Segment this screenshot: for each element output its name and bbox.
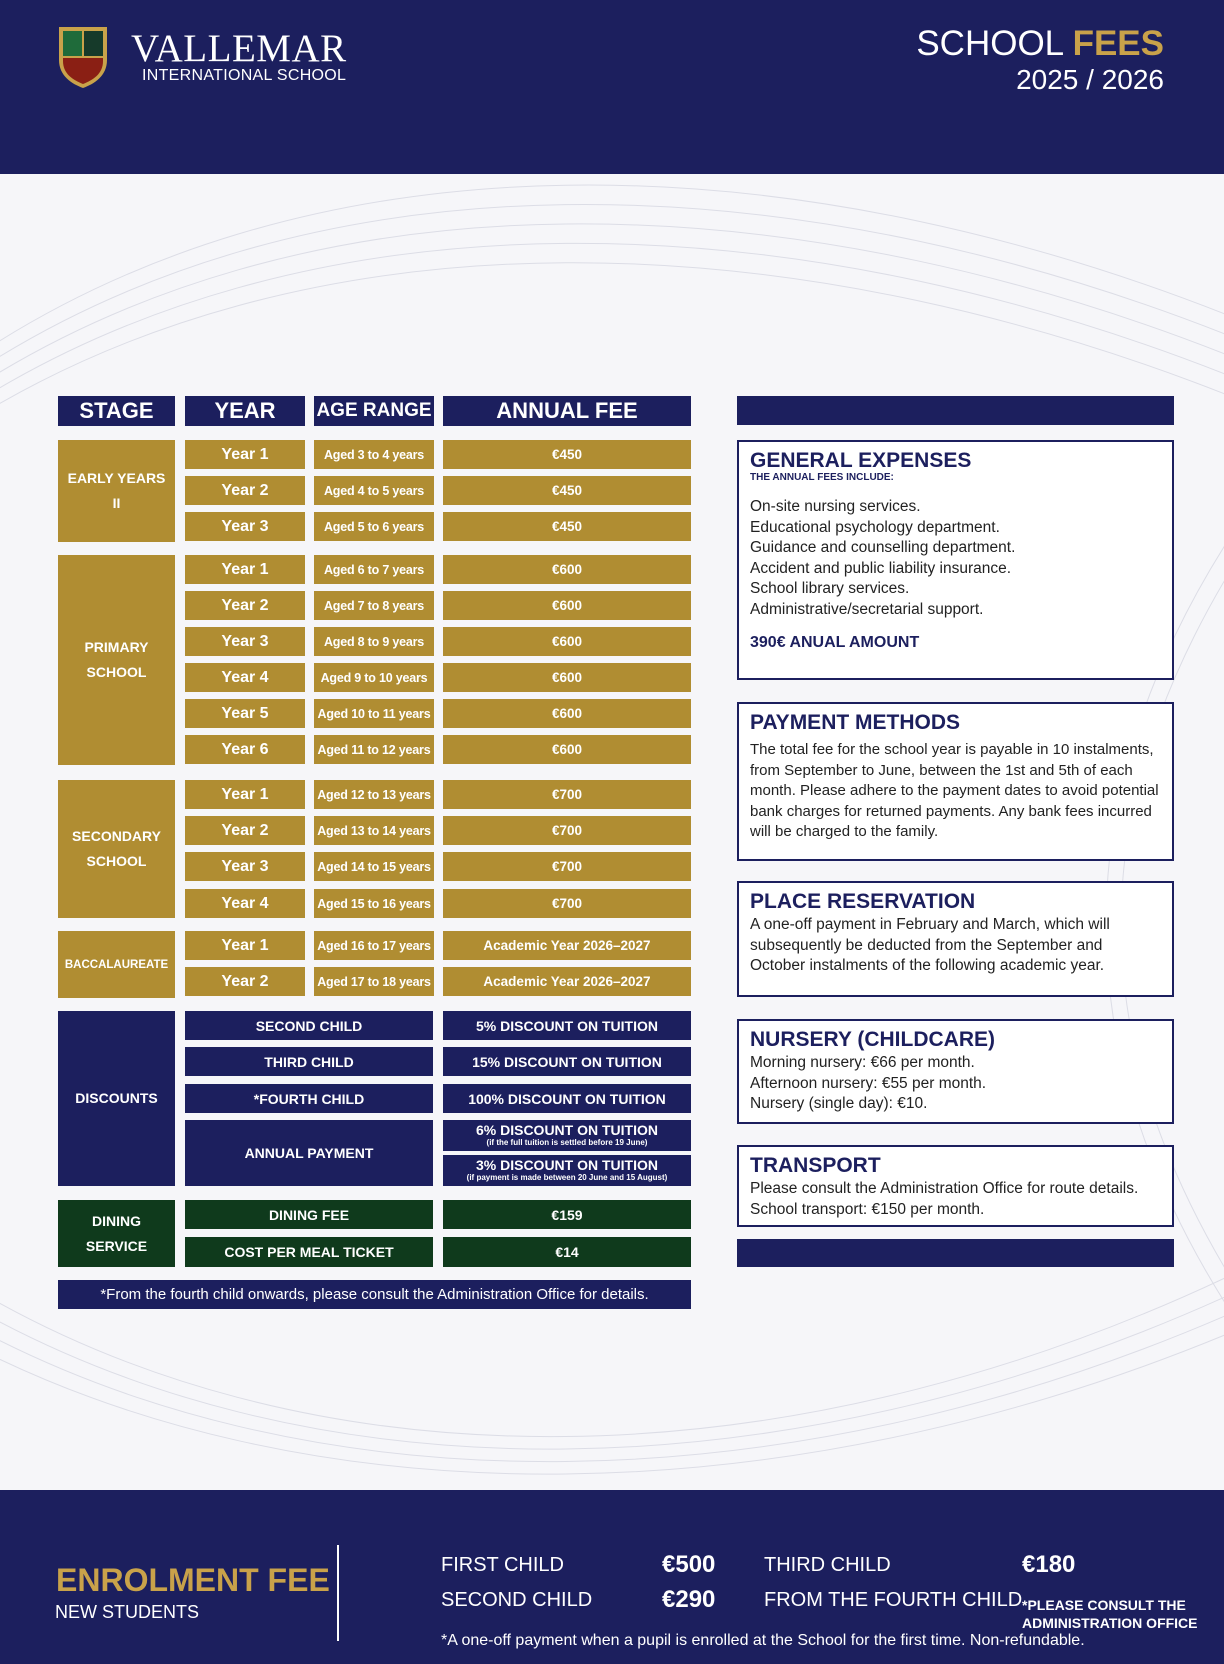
first-child-label: FIRST CHILD: [441, 1554, 564, 1576]
nursery-title: NURSERY (CHILDCARE): [750, 1028, 996, 1051]
row-annual-fee: €600: [443, 735, 691, 764]
dining-fee-label: DINING FEE: [185, 1200, 433, 1229]
row-age-range: Aged 6 to 7 years: [314, 555, 434, 584]
general-item: Educational psychology department.: [750, 518, 1000, 536]
row-year: Year 2: [185, 816, 305, 845]
table-footnote: *From the fourth child onwards, please consult the Administration Office for details.: [58, 1280, 691, 1309]
general-expenses-subtitle: THE ANNUAL FEES INCLUDE:: [750, 472, 894, 483]
row-annual-fee: €700: [443, 816, 691, 845]
title-year: 2025 / 2026: [1016, 64, 1164, 95]
transport-line: Please consult the Administration Office for route details.: [750, 1180, 1139, 1197]
fourth-child-label: *FOURTH CHILD: [185, 1084, 433, 1113]
second-child-discount: 5% DISCOUNT ON TUITION: [443, 1011, 691, 1040]
school-name: VALLEMAR: [131, 27, 347, 70]
general-item: Guidance and counselling department.: [750, 539, 1016, 556]
meal-ticket-label: COST PER MEAL TICKET: [185, 1237, 433, 1267]
enrolment-footnote: *A one-off payment when a pupil is enrolled at the School for the first time. Non-refundable.: [441, 1632, 1085, 1649]
annual-a-value: 6% DISCOUNT ON TUITION: [475, 1122, 658, 1138]
row-annual-fee: €600: [443, 555, 691, 584]
row-annual-fee: €700: [443, 852, 691, 881]
row-year: Year 1: [185, 555, 305, 584]
stage-early-years: EARLY YEARS II: [58, 440, 175, 542]
school-crest-icon: [56, 24, 110, 90]
row-year: Year 1: [185, 440, 305, 469]
title-main: SCHOOL: [916, 24, 1073, 63]
sidebar-top-bar: [737, 396, 1174, 425]
header-year: YEAR: [185, 396, 305, 426]
stage-primary: PRIMARY SCHOOL: [58, 555, 175, 765]
row-age-range: Aged 12 to 13 years: [314, 780, 434, 809]
annual-payment-discount-b: [443, 1155, 691, 1186]
row-age-range: Aged 11 to 12 years: [314, 735, 434, 764]
nursery-line: Nursery (single day): €10.: [750, 1095, 928, 1112]
stage-baccalaureate: BACCALAUREATE: [58, 931, 175, 998]
discounts-label: DISCOUNTS: [58, 1011, 175, 1186]
meal-ticket-value: €14: [443, 1237, 691, 1267]
row-year: Year 1: [185, 780, 305, 809]
footer-divider: [337, 1545, 339, 1641]
page-title: [916, 24, 1164, 96]
page-header: [0, 0, 1224, 174]
second-child-label: SECOND CHILD: [441, 1589, 593, 1611]
row-annual-fee: €450: [443, 440, 691, 469]
transport-title: TRANSPORT: [750, 1154, 881, 1177]
row-year: Year 4: [185, 663, 305, 692]
general-item: Accident and public liability insurance.: [750, 559, 1012, 577]
row-year: Year 2: [185, 476, 305, 505]
row-year: Year 2: [185, 967, 305, 996]
second-child-label: SECOND CHILD: [185, 1011, 433, 1040]
payment-methods-box: [737, 702, 1174, 861]
row-age-range: Aged 7 to 8 years: [314, 591, 434, 620]
general-expenses-amount: 390€ ANUAL AMOUNT: [750, 634, 920, 651]
row-annual-fee: Academic Year 2026–2027: [443, 967, 691, 996]
general-expenses-title: GENERAL EXPENSES: [750, 449, 972, 472]
transport-box: [737, 1145, 1174, 1227]
fourth-child-label: FROM THE FOURTH CHILD: [764, 1589, 1023, 1611]
nursery-line: Afternoon nursery: €55 per month.: [750, 1074, 987, 1092]
row-age-range: Aged 4 to 5 years: [314, 476, 434, 505]
general-item: On-site nursing services.: [750, 498, 921, 515]
enrolment-fee-subtitle: NEW STUDENTS: [55, 1602, 199, 1622]
row-age-range: Aged 5 to 6 years: [314, 512, 434, 541]
row-annual-fee: Academic Year 2026–2027: [443, 931, 691, 960]
general-item: Administrative/secretarial support.: [750, 600, 984, 618]
row-year: Year 5: [185, 699, 305, 728]
payment-methods-title: PAYMENT METHODS: [750, 711, 961, 734]
general-expenses-box: [737, 440, 1174, 680]
payment-methods-text: The total fee for the school year is payable in 10 instalments, from September to June, between the 1st and 5th of each month. Please adhere to the payment dates to avoid potential bank charges for returned payments. Any bank fees incurred will be charged to the family.: [750, 741, 1159, 840]
row-age-range: Aged 15 to 16 years: [314, 889, 434, 918]
row-annual-fee: €700: [443, 889, 691, 918]
row-year: Year 3: [185, 512, 305, 541]
annual-payment-discount-a: [443, 1120, 691, 1151]
row-year: Year 3: [185, 852, 305, 881]
annual-b-value: 3% DISCOUNT ON TUITION: [475, 1157, 658, 1173]
row-year: Year 6: [185, 735, 305, 764]
school-subtitle: INTERNATIONAL SCHOOL: [142, 67, 347, 84]
row-annual-fee: €600: [443, 591, 691, 620]
row-annual-fee: €600: [443, 627, 691, 656]
row-age-range: Aged 10 to 11 years: [314, 699, 434, 728]
transport-line: School transport: €150 per month.: [750, 1200, 985, 1218]
header-stage: STAGE: [58, 396, 175, 426]
row-annual-fee: €450: [443, 476, 691, 505]
row-age-range: Aged 17 to 18 years: [314, 967, 434, 996]
third-child-fee: €180: [1022, 1551, 1076, 1578]
row-age-range: Aged 3 to 4 years: [314, 440, 434, 469]
annual-a-note: (if the full tuition is settled before 19 June): [486, 1138, 648, 1147]
place-reservation-title: PLACE RESERVATION: [750, 890, 976, 913]
annual-b-note: (if payment is made between 20 June and 15 August): [466, 1173, 668, 1182]
row-age-range: Aged 13 to 14 years: [314, 816, 434, 845]
row-year: Year 1: [185, 931, 305, 960]
row-year: Year 3: [185, 627, 305, 656]
row-annual-fee: €600: [443, 663, 691, 692]
stage-secondary: SECONDARY SCHOOL: [58, 780, 175, 918]
fourth-child-note: *PLEASE CONSULT THE ADMINISTRATION OFFICE: [1022, 1597, 1198, 1631]
row-age-range: Aged 14 to 15 years: [314, 852, 434, 881]
fourth-child-discount: 100% DISCOUNT ON TUITION: [443, 1084, 691, 1113]
dining-fee-value: €159: [443, 1200, 691, 1229]
row-age-range: Aged 9 to 10 years: [314, 663, 434, 692]
first-child-fee: €500: [662, 1551, 716, 1578]
place-reservation-box: [737, 881, 1174, 997]
third-child-discount: 15% DISCOUNT ON TUITION: [443, 1047, 691, 1076]
third-child-label: THIRD CHILD: [764, 1554, 891, 1576]
row-age-range: Aged 16 to 17 years: [314, 931, 434, 960]
title-accent: FEES: [1072, 24, 1164, 63]
header-annual-fee: ANNUAL FEE: [443, 396, 691, 426]
nursery-box: [737, 1019, 1174, 1124]
general-item: School library services.: [750, 580, 910, 597]
annual-payment-label: ANNUAL PAYMENT: [185, 1120, 433, 1186]
row-annual-fee: €600: [443, 699, 691, 728]
place-reservation-text: A one-off payment in February and March, which will subsequently be deducted from the September and October instalments of the following academic year.: [750, 916, 1110, 974]
header-age-range: AGE RANGE: [314, 396, 434, 426]
third-child-label: THIRD CHILD: [185, 1047, 433, 1076]
row-year: Year 2: [185, 591, 305, 620]
row-age-range: Aged 8 to 9 years: [314, 627, 434, 656]
row-year: Year 4: [185, 889, 305, 918]
row-annual-fee: €450: [443, 512, 691, 541]
dining-service-label: DINING SERVICE: [58, 1200, 175, 1267]
row-annual-fee: €700: [443, 780, 691, 809]
nursery-line: Morning nursery: €66 per month.: [750, 1054, 975, 1071]
sidebar-bottom-bar: [737, 1239, 1174, 1267]
second-child-fee: €290: [662, 1586, 716, 1613]
enrolment-fee-title: ENROLMENT FEE: [56, 1562, 330, 1598]
